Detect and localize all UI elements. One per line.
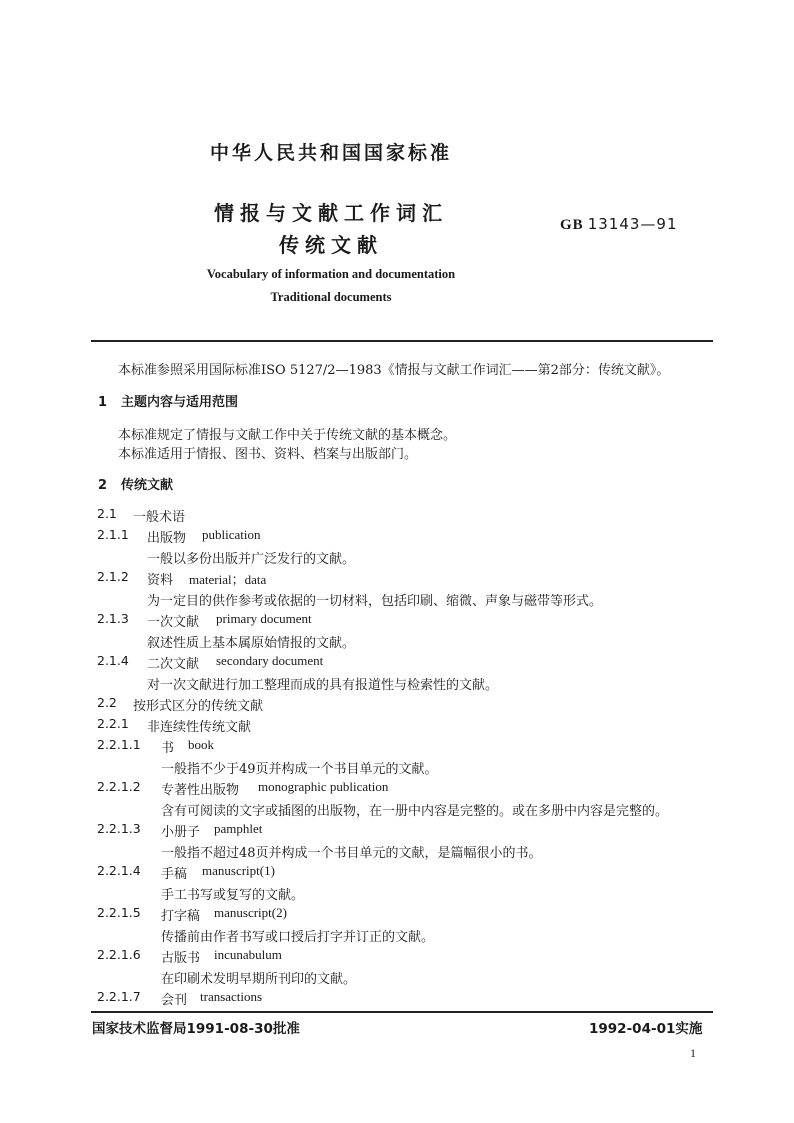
entry-number: 2.2.1.5 (97, 905, 141, 920)
entry-definition: 一般指不少于49页并构成一个书目单元的文献。 (161, 762, 438, 777)
entry-term: 非连续性传统文献 (147, 720, 252, 735)
entry-term: 古版书 (161, 951, 201, 966)
document-title-en-line2: Traditional documents (270, 290, 392, 304)
entry-number: 2.1.3 (97, 611, 129, 626)
standard-number (560, 215, 678, 234)
standard-number-value: 13143—91 (587, 215, 678, 233)
entry-english-term: manuscript(2) (214, 905, 287, 920)
entry-definition: 一般指不超过48页并构成一个书目单元的文献，是篇幅很小的书。 (161, 846, 542, 861)
entry-definition: 叙述性质上基本属原始情报的文献。 (147, 636, 356, 651)
entry-english-term: transactions (200, 989, 263, 1004)
entry-term: 小册子 (161, 825, 201, 840)
entry-term: 出版物 (147, 531, 187, 546)
section-1-title: 主题内容与适用范围 (121, 395, 239, 410)
section-1-number: 1 (98, 395, 108, 410)
entry-number: 2.2.1.3 (97, 821, 141, 836)
entry-number: 2.2.1.6 (97, 947, 141, 962)
entry-number: 2.1 (97, 506, 117, 521)
entry-number: 2.1.4 (97, 653, 129, 668)
document-title-en-line1: Vocabulary of information and documentation (206, 267, 456, 281)
entry-term: 一般术语 (133, 510, 186, 525)
entry-definition: 含有可阅读的文字或插图的出版物，在一册中内容是完整的。或在多册中内容是完整的。 (161, 804, 669, 819)
entry-term: 一次文献 (147, 615, 200, 630)
intro-paragraph: 本标准参照采用国际标准ISO 5127/2—1983《情报与文献工作词汇——第2部分：传统文献》。 (118, 363, 670, 378)
entry-english-term: pamphlet (214, 821, 263, 836)
entry-definition: 在印刷术发明早期所刊印的文献。 (161, 972, 357, 987)
standard-code: GB (560, 217, 584, 233)
section-2-number: 2 (98, 478, 108, 493)
section-1-paragraph-1: 本标准规定了情报与文献工作中关于传统文献的基本概念。 (118, 428, 457, 443)
section-2-heading (98, 474, 173, 493)
section-1-heading (98, 391, 238, 410)
entry-definition: 对一次文献进行加工整理而成的具有报道性与检索性的文献。 (147, 678, 499, 693)
entry-number: 2.2 (97, 695, 117, 710)
entry-number: 2.2.1.7 (97, 989, 141, 1004)
entry-english-term: book (188, 737, 214, 752)
page-number: 1 (690, 1046, 696, 1060)
document-title-cn-line2: 传统文献 (279, 233, 383, 257)
header-divider (91, 340, 713, 342)
section-2-title: 传统文献 (121, 478, 174, 493)
entry-number: 2.2.1.1 (97, 737, 141, 752)
entry-english-term: primary document (216, 611, 312, 626)
entry-english-term: incunabulum (214, 947, 282, 962)
entry-number: 2.1.2 (97, 569, 129, 584)
entry-english-term: material；data (189, 572, 267, 587)
approval-line: 国家技术监督局1991-08-30批准 (92, 1021, 300, 1037)
entry-term: 资料 (147, 573, 174, 588)
entry-term: 会刊 (161, 993, 188, 1008)
entry-english-term: manuscript(1) (202, 863, 275, 878)
entry-english-term: publication (202, 527, 261, 542)
national-standard-heading: 中华人民共和国国家标准 (209, 142, 452, 164)
footer-divider (91, 1011, 713, 1013)
entry-number: 2.1.1 (97, 527, 129, 542)
entry-number: 2.2.1.4 (97, 863, 141, 878)
entry-term: 专著性出版物 (161, 783, 240, 798)
entry-definition: 一般以多份出版并广泛发行的文献。 (147, 552, 356, 567)
implementation-date: 1992-04-01实施 (589, 1021, 703, 1037)
entry-english-term: secondary document (216, 653, 324, 668)
section-1-paragraph-2: 本标准适用于情报、图书、资料、档案与出版部门。 (118, 447, 418, 462)
entry-term: 二次文献 (147, 657, 200, 672)
entry-number: 2.2.1 (97, 716, 129, 731)
document-title-cn-line1: 情报与文献工作词汇 (214, 201, 448, 225)
entry-term: 书 (161, 741, 175, 756)
entry-number: 2.2.1.2 (97, 779, 141, 794)
entry-term: 打字稿 (161, 909, 201, 924)
entry-definition: 为一定目的供作参考或依据的一切材料，包括印刷、缩微、声象与磁带等形式。 (147, 594, 603, 609)
entry-term: 按形式区分的传统文献 (133, 699, 264, 714)
entry-definition: 传播前由作者书写或口授后打字并订正的文献。 (161, 930, 435, 945)
entry-definition: 手工书写或复写的文献。 (161, 888, 305, 903)
entry-english-term: monographic publication (258, 779, 389, 794)
entry-term: 手稿 (161, 867, 188, 882)
